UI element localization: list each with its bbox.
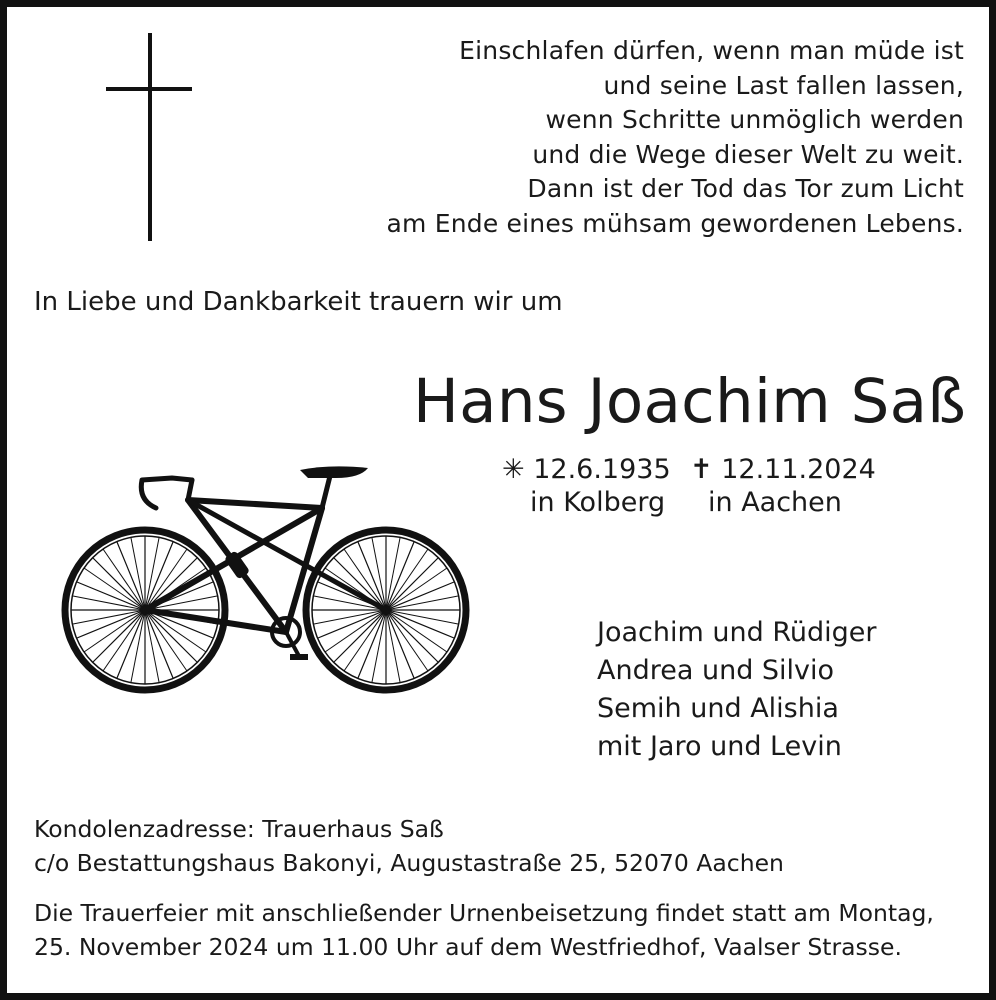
death-place: in Aachen	[708, 487, 842, 518]
family-line: mit Jaro und Levin	[597, 731, 842, 762]
poem	[386, 34, 964, 242]
poem-line: und die Wege dieser Welt zu weit.	[532, 139, 964, 169]
poem-line: am Ende eines mühsam gewordenen Lebens.	[386, 208, 964, 238]
family-list	[597, 614, 876, 766]
poem-line: Einschlafen dürfen, wenn man müde ist	[459, 36, 964, 65]
deceased-name: Hans Joachim Saß	[413, 366, 967, 437]
poem-line: und seine Last fallen lassen,	[603, 70, 964, 100]
death-icon: ✝	[690, 454, 713, 485]
cross-icon	[104, 30, 204, 245]
intro-text: In Liebe und Dankbarkeit trauern wir um	[34, 287, 563, 317]
condolence-address	[34, 812, 784, 880]
birth-date: 12.6.1935	[533, 454, 671, 485]
condolence-line: c/o Bestattungshaus Bakonyi, Augustastraße 25, 52070 Aachen	[34, 849, 784, 877]
poem-line: wenn Schritte unmöglich werden	[545, 105, 964, 135]
birth-icon: ✳	[502, 454, 525, 485]
funeral-line: Die Trauerfeier mit anschließender Urnenbeisetzung findet statt am Montag,	[34, 899, 934, 927]
birth-place: in Kolberg	[530, 487, 666, 518]
death-block	[690, 454, 876, 518]
funeral-line: 25. November 2024 um 11.00 Uhr auf dem Westfriedhof, Vaalser Strasse.	[34, 933, 902, 961]
condolence-line: Kondolenzadresse: Trauerhaus Saß	[34, 815, 444, 843]
family-line: Andrea und Silvio	[597, 655, 835, 686]
family-line: Joachim und Rüdiger	[597, 617, 877, 648]
poem-line: Dann ist der Tod das Tor zum Licht	[527, 174, 964, 204]
family-line: Semih und Alishia	[597, 693, 839, 724]
birth-block	[502, 454, 671, 518]
death-date: 12.11.2024	[721, 454, 876, 485]
funeral-notice	[34, 896, 934, 964]
bicycle-icon	[60, 460, 480, 700]
